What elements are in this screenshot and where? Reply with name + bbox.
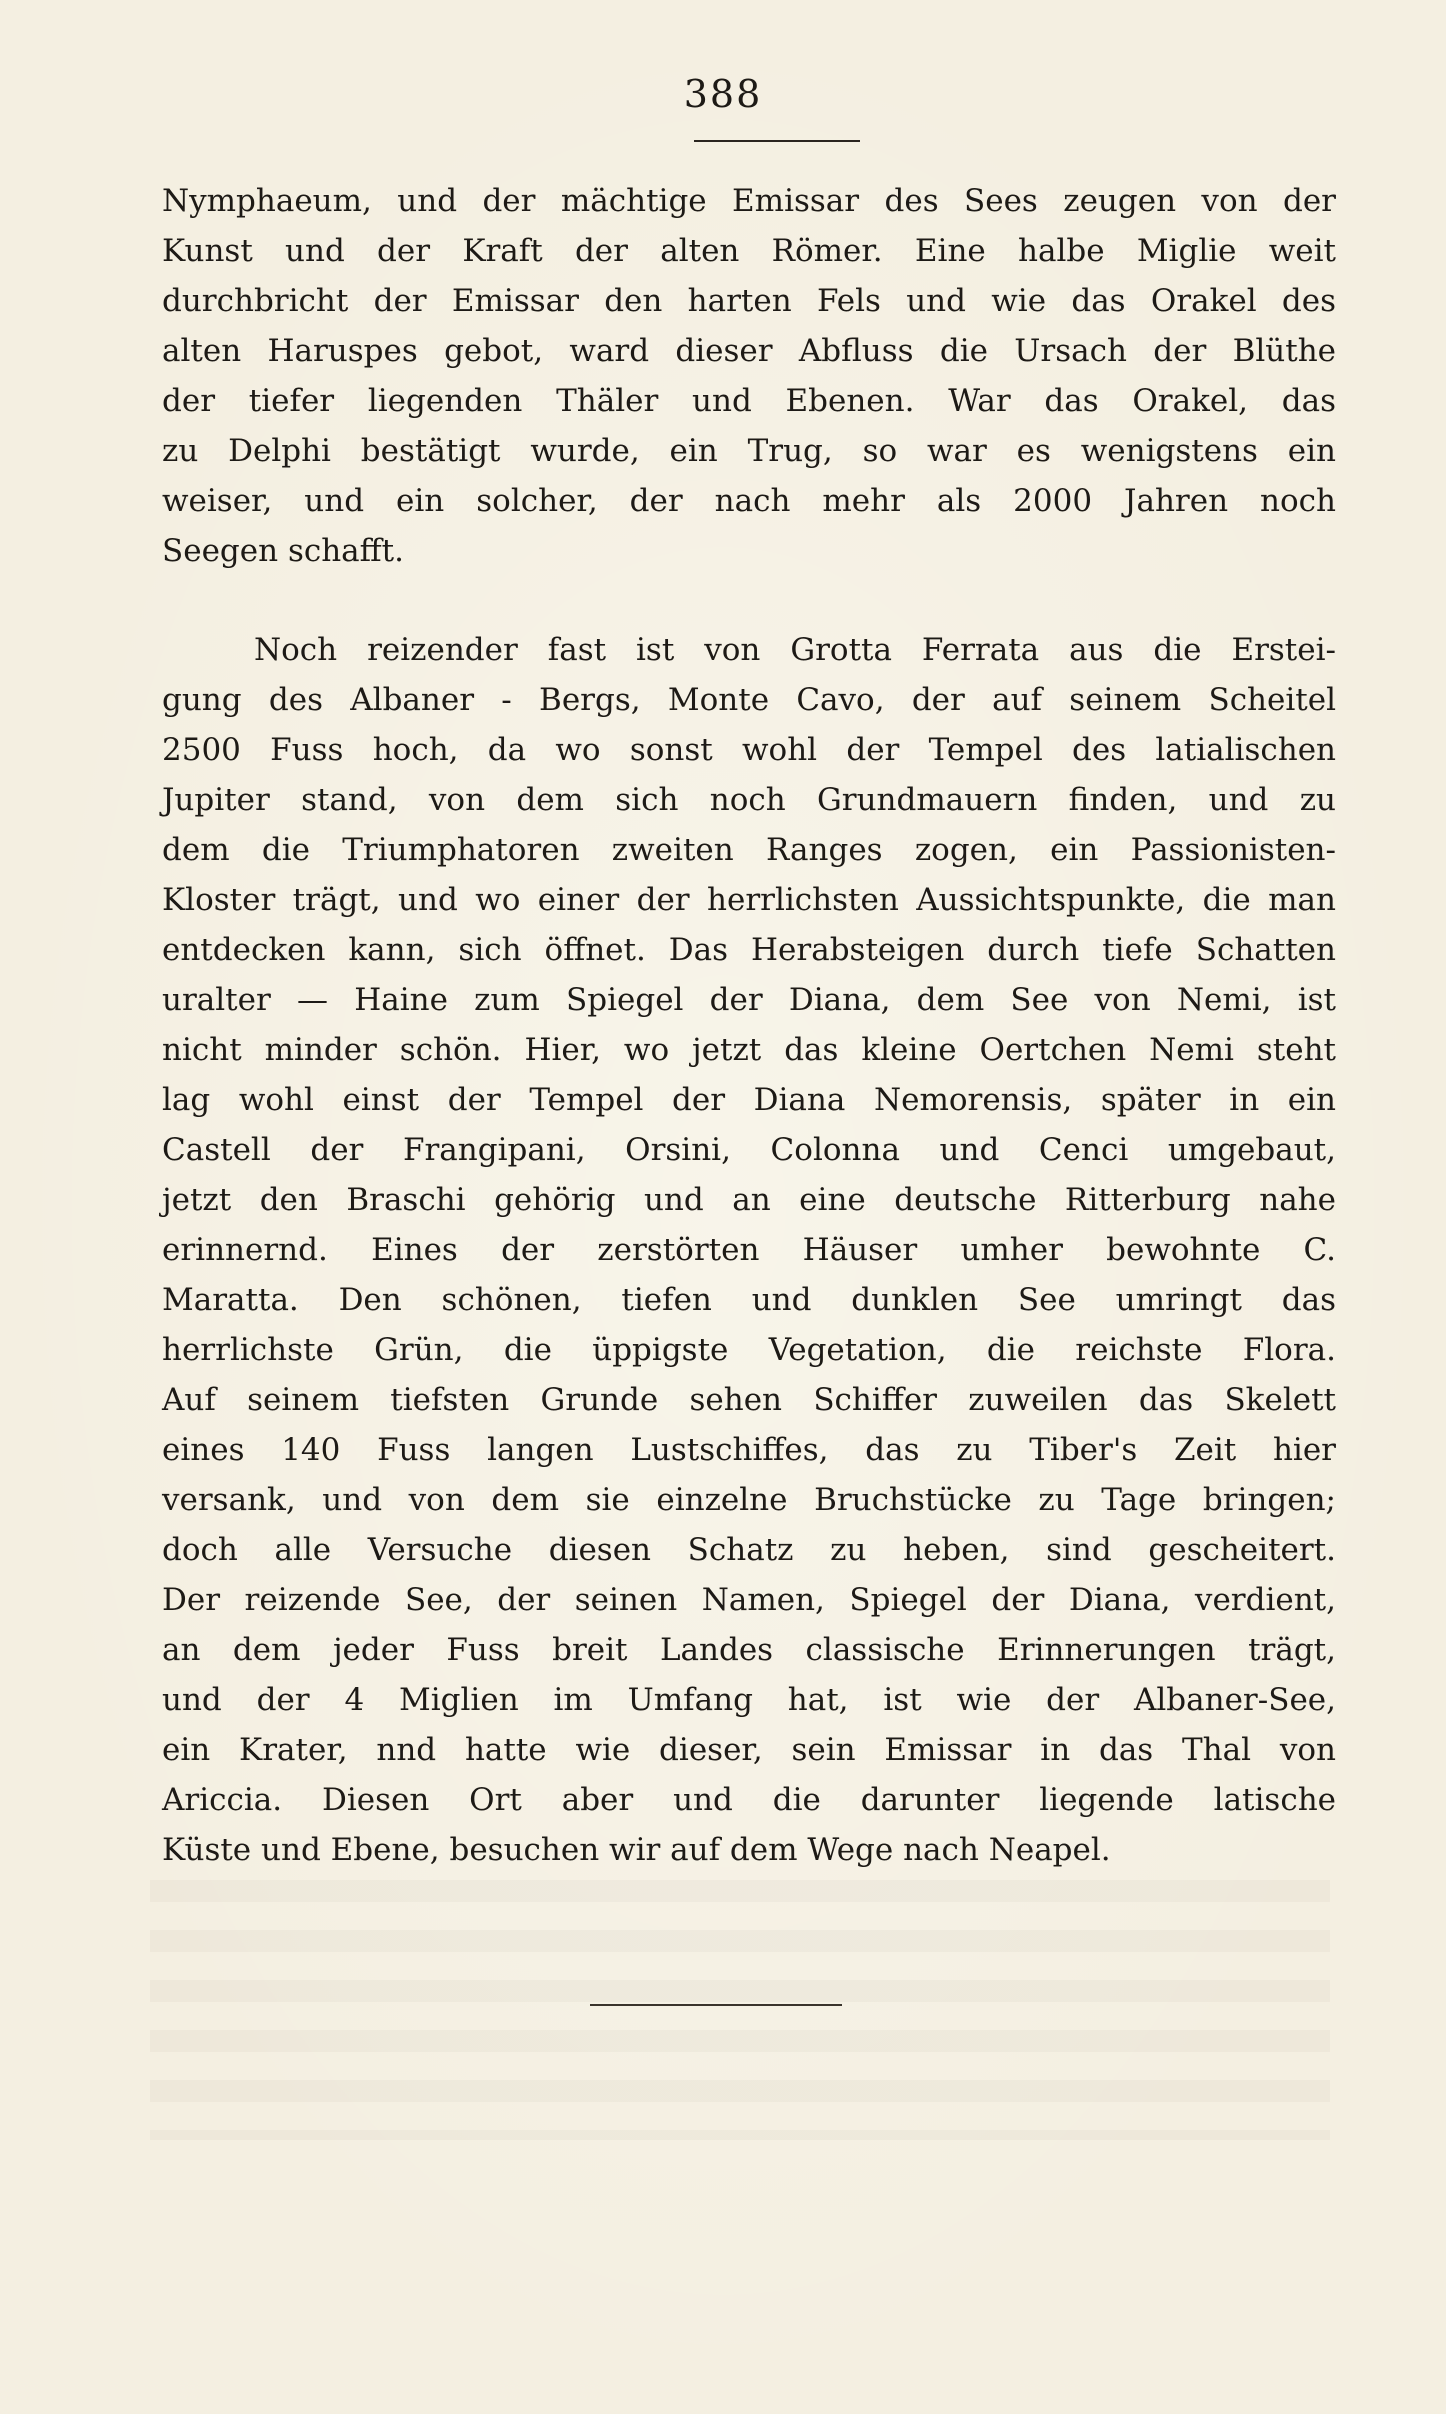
header-rule: [694, 140, 860, 142]
text-line: 2500 Fuss hoch, da wo sonst wohl der Tempel des latialischen: [162, 732, 1336, 768]
text-line: Seegen schafft.: [162, 533, 404, 569]
text-line: der tiefer liegenden Thäler und Ebenen. War das Orakel, das: [162, 383, 1336, 419]
text-line: gung des Albaner - Bergs, Monte Cavo, der auf seinem Scheitel: [162, 682, 1336, 718]
text-line: Jupiter stand, von dem sich noch Grundmauern finden, und zu: [162, 782, 1336, 818]
paragraph: [162, 176, 1336, 576]
paragraph-gap: [162, 576, 1336, 625]
text-line: lag wohl einst der Tempel der Diana Nemorensis, später in ein: [162, 1082, 1336, 1118]
text-line: Ariccia. Diesen Ort aber und die darunter liegende latische: [162, 1782, 1336, 1818]
text-line: durchbricht der Emissar den harten Fels und wie das Orakel des: [162, 283, 1336, 319]
text-line: jetzt den Braschi gehörig und an eine deutsche Ritterburg nahe: [162, 1182, 1336, 1218]
text-line: und der 4 Miglien im Umfang hat, ist wie der Albaner-See,: [162, 1682, 1336, 1718]
paragraph: [162, 625, 1336, 1875]
section-end-rule: [590, 2004, 842, 2006]
page-number: 388: [683, 72, 763, 116]
text-line: weiser, und ein solcher, der nach mehr als 2000 Jahren noch: [162, 483, 1336, 519]
text-line: doch alle Versuche diesen Schatz zu heben, sind gescheitert.: [162, 1532, 1336, 1568]
text-line: Küste und Ebene, besuchen wir auf dem Wege nach Neapel.: [162, 1832, 1111, 1868]
text-line: Kloster trägt, und wo einer der herrlichsten Aussichtspunkte, die man: [162, 882, 1336, 918]
text-line: nicht minder schön. Hier, wo jetzt das kleine Oertchen Nemi steht: [162, 1032, 1336, 1068]
text-line: Nymphaeum, und der mächtige Emissar des Sees zeugen von der: [162, 183, 1336, 219]
text-line: versank, und von dem sie einzelne Bruchstücke zu Tage bringen;: [162, 1482, 1336, 1518]
text-line: erinnernd. Eines der zerstörten Häuser umher bewohnte C.: [162, 1232, 1336, 1268]
text-line: dem die Triumphatoren zweiten Ranges zogen, ein Passionisten-: [162, 832, 1336, 868]
text-line: entdecken kann, sich öffnet. Das Herabsteigen durch tiefe Schatten: [162, 932, 1336, 968]
text-line: Auf seinem tiefsten Grunde sehen Schiffer zuweilen das Skelett: [162, 1382, 1336, 1418]
bleed-through-texture: [150, 1880, 1330, 2140]
text-line: zu Delphi bestätigt wurde, ein Trug, so war es wenigstens ein: [162, 433, 1336, 469]
text-line: Der reizende See, der seinen Namen, Spiegel der Diana, verdient,: [162, 1582, 1336, 1618]
text-line: Castell der Frangipani, Orsini, Colonna und Cenci umgebaut,: [162, 1132, 1336, 1168]
text-line: eines 140 Fuss langen Lustschiffes, das zu Tiber's Zeit hier: [162, 1432, 1336, 1468]
text-line: ein Krater, nnd hatte wie dieser, sein Emissar in das Thal von: [162, 1732, 1336, 1768]
text-line: an dem jeder Fuss breit Landes classische Erinnerungen trägt,: [162, 1632, 1336, 1668]
text-line: herrlichste Grün, die üppigste Vegetation, die reichste Flora.: [162, 1332, 1336, 1368]
text-line: Noch reizender fast ist von Grotta Ferrata aus die Erstei-: [254, 632, 1336, 668]
text-line: alten Haruspes gebot, ward dieser Abfluss die Ursach der Blüthe: [162, 333, 1336, 369]
text-line: Kunst und der Kraft der alten Römer. Eine halbe Miglie weit: [162, 233, 1336, 269]
text-line: Maratta. Den schönen, tiefen und dunklen See umringt das: [162, 1282, 1336, 1318]
body-text: [162, 176, 1336, 1875]
text-line: uralter — Haine zum Spiegel der Diana, dem See von Nemi, ist: [162, 982, 1336, 1018]
